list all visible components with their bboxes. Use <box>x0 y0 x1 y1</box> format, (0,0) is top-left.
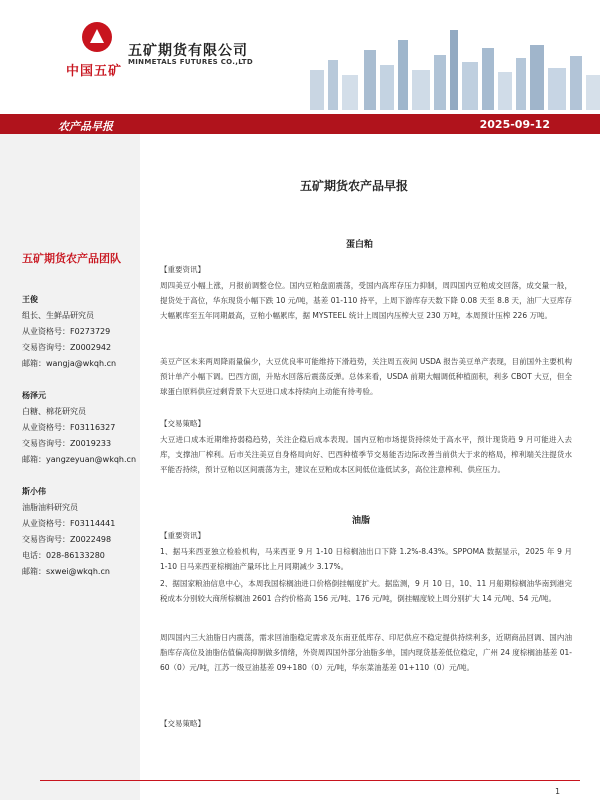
section-paragraph: 大豆进口成本近期维持弱稳趋势，关注企稳后成本表现。国内豆粕市场提货持续处于高水平，预计现货趋 9 月可能进入去库，支撑油厂榨利。后市关注美豆自身格局向好、巴西种植季节交易能否边际改善当前供大于求的格局，榨利端关注提货水平能否持续，预计豆粕以区间震荡为主，建议在豆粕成本区间低位逢低试多，高位注意榨利、供应压力。 <box>160 435 572 474</box>
page-number: 1 <box>555 787 561 796</box>
section-paragraph: 1、据马来西亚独立检验机构，马来西亚 9 月 1-10 日棕榈油出口下降 1.2%-8.43%。SPPOMA 数据显示，2025 年 9 月 1-10 日马来西亚棕榈油产量环比上月同期减少 3.17%。 <box>160 547 572 571</box>
member-role: 组长、生鲜品研究员 <box>22 311 94 320</box>
report-header <box>0 0 600 118</box>
section-paragraph: 周四美豆小幅上涨，月报前调整仓位。国内豆粕盘面震荡，受国内高库存压力抑制，周四国内豆粕成交回落，成交量一般，提货处于高位，华东现货小幅下跌 10 元/吨，基差 01-110 持平，上周下游库存天数下降 0.08 天至 8.8 天，油厂大豆库存大幅累库至五年同期最高，豆粕小幅累库，据 MYSTEEL 统计上周国内压榨大豆 230 万吨，本周预计压榨 226 万吨。 <box>160 281 572 320</box>
team-title: 五矿期货农产品团队 <box>22 252 121 265</box>
report-category: 农产品早报 <box>58 120 113 133</box>
member-name: 王俊 <box>22 295 38 304</box>
section-tag-news: 【重要资讯】 <box>160 531 205 540</box>
section-paragraph: 2、据国家粮油信息中心，本周我国棕榈油进口价格倒挂幅度扩大。据监测，9 月 10 日，10、11 月船期棕榈油华南到港完税成本分别较大商所棕榈油 2601 合约价格高 156 元/吨、176 元/吨，倒挂幅度较上周分别扩大 14 元/吨、54 元/吨。 <box>160 579 572 603</box>
team-member <box>22 484 115 580</box>
member-email[interactable]: 邮箱：sxwei@wkqh.cn <box>22 567 110 576</box>
member-email[interactable]: 邮箱：wangja@wkqh.cn <box>22 359 117 368</box>
team-member <box>22 292 116 372</box>
member-qualification: 从业资格号：F03116327 <box>22 423 116 432</box>
section-title-oils: 油脂 <box>352 516 371 526</box>
section-title-protein-meal: 蛋白粕 <box>346 240 374 250</box>
team-member <box>22 388 136 468</box>
footer-divider <box>40 780 580 781</box>
member-name: 杨泽元 <box>22 391 46 400</box>
member-invest-number: 交易咨询号：Z0019233 <box>22 439 112 448</box>
member-name: 斯小伟 <box>22 487 46 496</box>
document-title: 五矿期货农产品早报 <box>300 179 409 193</box>
company-name-cn: 五矿期货有限公司 <box>128 43 248 59</box>
member-role: 油脂油料研究员 <box>22 503 78 512</box>
city-skyline-icon <box>300 20 600 110</box>
section-tag-news: 【重要资讯】 <box>160 265 205 274</box>
member-phone: 电话：028-86133280 <box>22 551 105 560</box>
company-name-en: MINMETALS FUTURES CO.,LTD <box>128 58 253 66</box>
member-email[interactable]: 邮箱：yangzeyuan@wkqh.cn <box>22 455 137 464</box>
section-tag-strategy: 【交易策略】 <box>160 419 205 428</box>
section-tag-strategy: 【交易策略】 <box>160 719 205 728</box>
section-paragraph: 周四国内三大油脂日内震荡，需求回油脂稳定需求及东南亚低库存、印尼供应不稳定提供持续利多，近期商品回调、国内油脂库存高位及油脂估值偏高抑制做多情绪，外资周四国外部分油脂多单，国内现货基差低位稳定，广州 24 度棕榈油基差 01-60（0）元/吨，江苏一级豆油基差 09+180（0）元/吨，华东菜油基差 01+110（0）元/吨。 <box>160 633 572 672</box>
logo-text: 中国五矿 <box>66 64 123 79</box>
member-qualification: 从业资格号：F03114441 <box>22 519 116 528</box>
section-paragraph: 美豆产区未来两周降雨量偏少，大豆优良率可能维持下滑趋势，关注周五夜间 USDA 报告美豆单产表现，目前国外主要机构预计单产小幅下调。巴西方面，升贴水回落后震荡反弹。总体来看，USDA 前期大幅调低种植面积，利多 CBOT 大豆，但全球蛋白原料供应过剩背景下大豆进口成本持续向上动能有待考验。 <box>160 357 572 396</box>
minmetals-logo-icon <box>82 22 112 52</box>
member-invest-number: 交易咨询号：Z0002942 <box>22 343 112 352</box>
report-date: 2025-09-12 <box>479 118 550 131</box>
member-role: 白糖、棉花研究员 <box>22 407 86 416</box>
member-invest-number: 交易咨询号：Z0022498 <box>22 535 112 544</box>
member-qualification: 从业资格号：F0273729 <box>22 327 111 336</box>
